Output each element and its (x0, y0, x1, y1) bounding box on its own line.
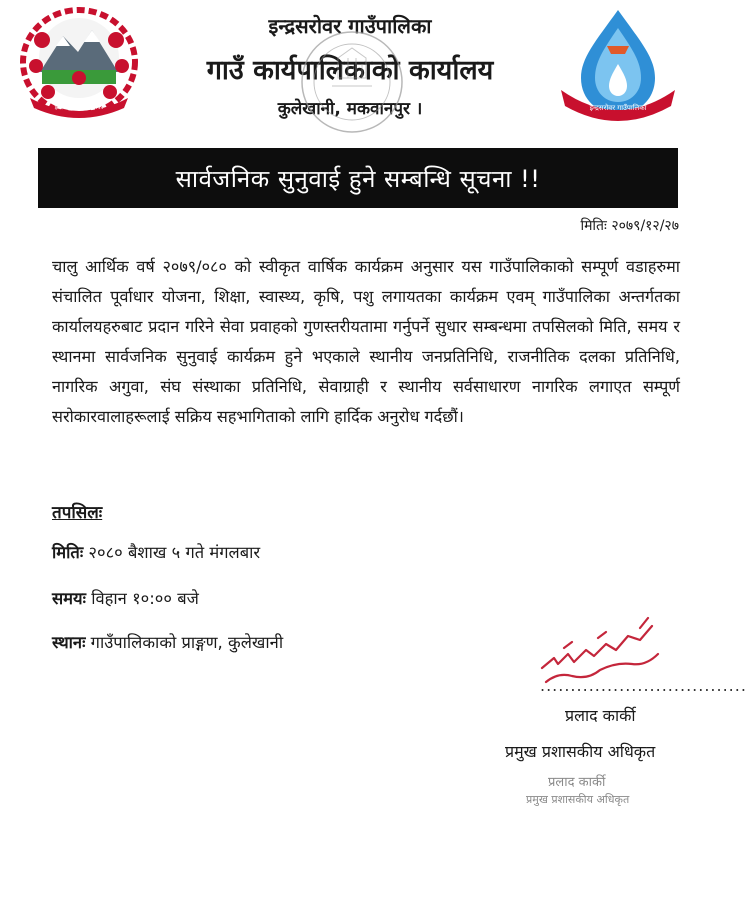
detail-date-value: २०८० बैशाख ५ गते मंगलबार (88, 543, 261, 562)
svg-text:इन्द्रसरोवर गाउँपालिका: इन्द्रसरोवर गाउँपालिका (54, 104, 104, 111)
detail-date (52, 540, 260, 563)
office-address: कुलेखानी, मकवानपुर । (277, 99, 423, 119)
stamp-title: प्रमुख प्रशासकीय अधिकृत (526, 793, 630, 806)
detail-time-value: विहान १०:०० बजे (91, 589, 199, 608)
detail-time-label: समयः (52, 589, 86, 608)
notice-date: मितिः २०७९/१२/२७ (580, 218, 679, 234)
svg-text:इन्द्रसरोवर गाउँपालिका: इन्द्रसरोवर गाउँपालिका (589, 104, 647, 112)
nepal-emblem-logo (18, 6, 140, 118)
detail-place-label: स्थानः (52, 633, 86, 652)
notice-body: चालु आर्थिक वर्ष २०७९/०८० को स्वीकृत वार्षिक कार्यक्रम अनुसार यस गाउँपालिकाको सम्पूर्ण वडाहरुमा संचालित पूर्वाधार योजना, शिक्षा, स्वास्थ्य, कृषि, पशु लगायतका कार्यक्रम एवम् गाउँपालिका अन्तर्गतका कार्यालयहरुबाट प्रदान गरिने सेवा प्रवाहको गुणस्तरीयतामा गर्नुपर्ने सुधार सम्बन्धमा तपसिलको मिति, समय र स्थानमा सार्वजनिक सुनुवाई कार्यक्रम हुने भएकाले स्थानीय जनप्रतिनिधि, राजनीतिक दलका प्रतिनिधि, नागरिक अगुवा, संघ संस्थाका प्रतिनिधि, सेवाग्राही र स्थानीय सर्वसाधारण नागरिक लगाएत सम्पूर्ण सरोकारवालाहरूलाई सक्रिय सहभागिताको लागि हार्दिक अनुरोध गर्दछौं। (52, 257, 680, 426)
office-name: गाउँ कार्यपालिकाको कार्यालय (206, 55, 494, 86)
municipality-name: इन्द्रसरोवर गाउँपालिका (268, 14, 432, 38)
notice-title-banner (38, 148, 678, 208)
municipality-logo (555, 6, 681, 126)
signatory-name: प्रलाद कार्की (565, 706, 636, 725)
stamp-name: प्रलाद कार्की (548, 775, 606, 790)
detail-place (52, 630, 283, 653)
office-stamp-icon (298, 28, 406, 136)
details-heading: तपसिलः (52, 503, 103, 523)
signature-line: .................................. (540, 676, 747, 695)
detail-time (52, 586, 199, 609)
detail-place-value: गाउँपालिकाको प्राङ्गण, कुलेखानी (90, 633, 284, 652)
signatory-title: प्रमुख प्रशासकीय अधिकृत (505, 742, 656, 761)
detail-date-label: मितिः (52, 543, 84, 562)
notice-title: सार्वजनिक सुनुवाई हुने सम्बन्धि सूचना !! (175, 164, 541, 193)
